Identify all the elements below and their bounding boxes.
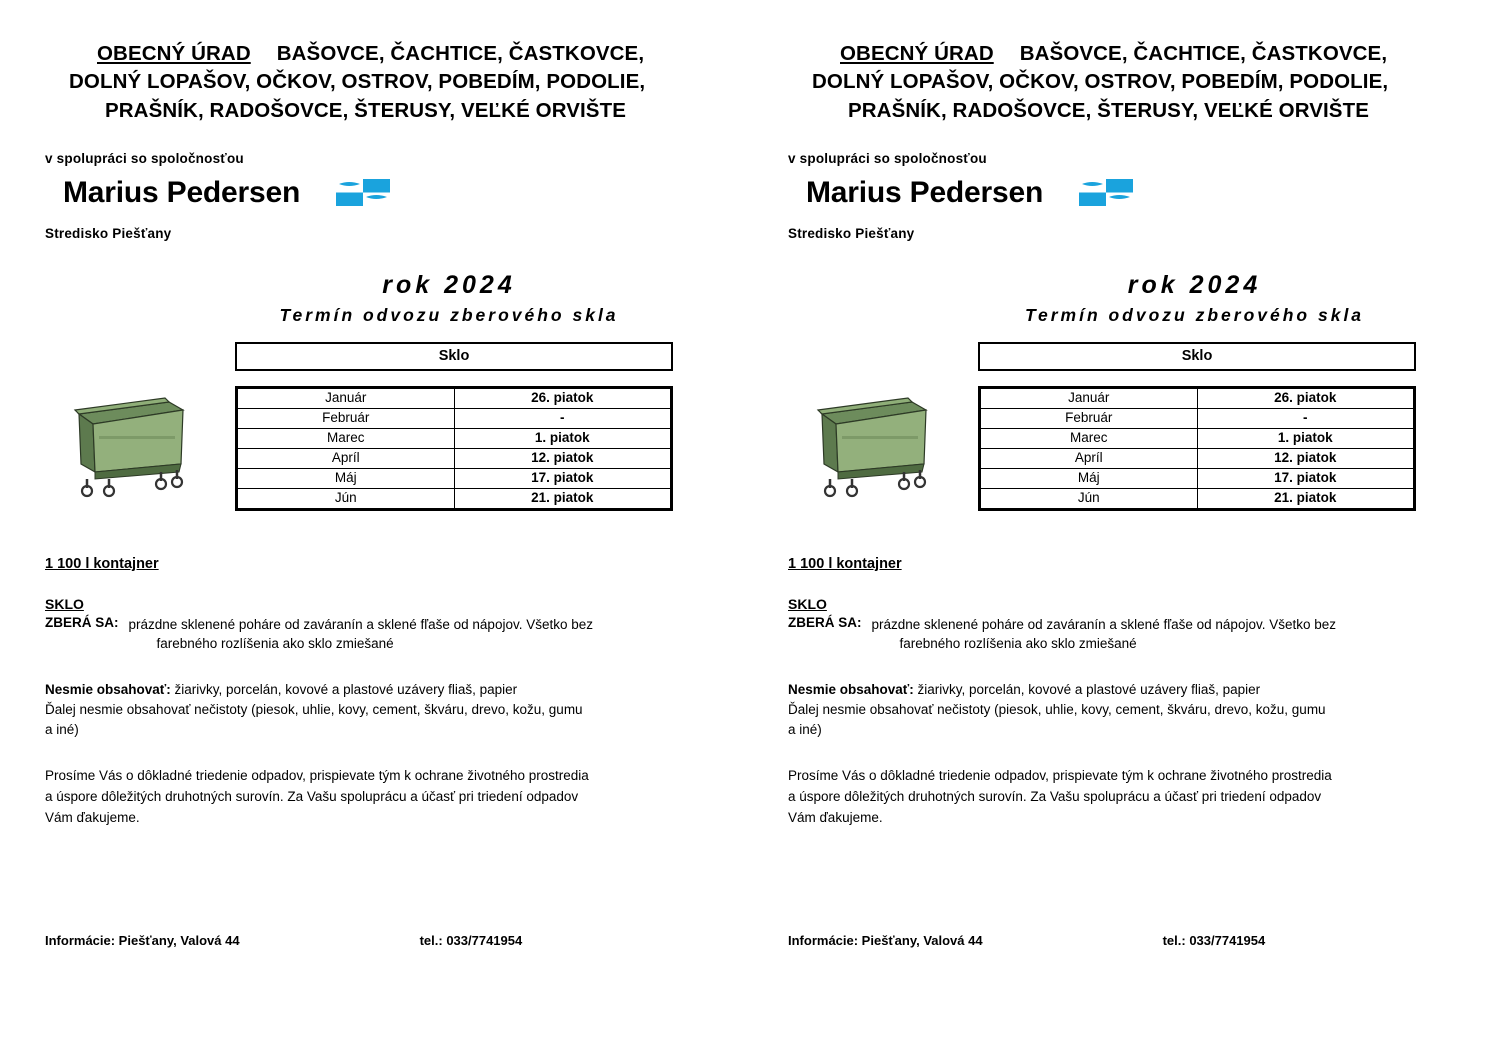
date-cell: - <box>454 408 671 428</box>
container-size-label: 1 100 l kontajner <box>45 555 159 572</box>
year-title: rok 2024 <box>1127 270 1262 299</box>
collected-line-2: farebného rozlíšenia ako sklo zmiešané <box>156 636 394 652</box>
collected-line-2: farebného rozlíšenia ako sklo zmiešané <box>899 636 1137 652</box>
year-title: rok 2024 <box>382 270 516 299</box>
table-row <box>238 408 671 428</box>
date-cell: 12. piatok <box>454 448 671 468</box>
collected-line-1: prázdne sklenené poháre od zaváranín a sklené fľaše od nápojov. Všetko bez <box>128 616 593 632</box>
note-line-1-rest: žiarivky, porcelán, kovové a plastové uzávery fliaš, papier <box>170 681 518 697</box>
branch-name: Stredisko Piešťany <box>45 225 172 241</box>
brand-row <box>788 176 1451 210</box>
date-cell: 17. piatok <box>1197 468 1414 488</box>
glass-container-image <box>65 380 190 500</box>
header-line-1 <box>788 40 1451 68</box>
header-line-3: PRAŠNÍK, RADOŠOVCE, ŠTERUSY, VEĽKÉ ORVIŠTE <box>848 98 1369 122</box>
note-line-1 <box>788 680 1451 700</box>
month-cell: Marec <box>238 428 455 448</box>
container-size-label: 1 100 l kontajner <box>788 555 902 572</box>
table-row <box>236 343 672 370</box>
subtitle: Termín odvozu zberového skla <box>279 304 619 325</box>
month-cell: Jún <box>981 488 1198 508</box>
note-bold-label: Nesmie obsahovať: <box>45 681 171 697</box>
thanks-paragraph <box>788 766 1396 829</box>
table-row <box>981 448 1414 468</box>
table-row <box>979 343 1415 370</box>
footer-phone: tel.: 033/7741954 <box>1162 933 1266 948</box>
table-row <box>238 388 671 408</box>
collected-label: ZBERÁ SA: <box>788 614 862 630</box>
table-row <box>238 428 671 448</box>
note-line-2: Ďalej nesmie obsahovať nečistoty (piesok, uhlie, kovy, cement, škváru, drevo, kožu, gumu <box>788 701 1326 717</box>
branch-name: Stredisko Piešťany <box>788 225 915 241</box>
schedule-table <box>237 388 671 509</box>
forbidden-items-note <box>45 680 703 740</box>
marius-pedersen-logo-icon <box>1079 179 1133 206</box>
note-line-3: a iné) <box>788 721 822 737</box>
header-municipalities-1: BAŠOVCE, ČACHTICE, ČASTKOVCE, <box>1019 42 1388 65</box>
section-label-sklo: SKLO <box>45 595 84 612</box>
office-label: OBECNÝ ÚRAD <box>97 42 251 65</box>
table-row <box>238 448 671 468</box>
schedule-table-header <box>235 342 673 371</box>
note-bold-label: Nesmie obsahovať: <box>788 681 914 697</box>
footer-info: Informácie: Piešťany, Valová 44 <box>788 933 983 948</box>
footer <box>45 933 665 948</box>
month-cell: Máj <box>238 468 455 488</box>
header-line-3: PRAŠNÍK, RADOŠOVCE, ŠTERUSY, VEĽKÉ ORVIŠTE <box>105 98 626 122</box>
table-row <box>238 488 671 508</box>
note-line-3: a iné) <box>45 721 79 737</box>
schedule-area <box>788 342 1451 512</box>
month-cell: Február <box>981 408 1198 428</box>
thanks-line-1: Prosíme Vás o dôkladné triedenie odpadov, prispievate tým k ochrane životného prostredia <box>45 767 589 783</box>
month-cell: Február <box>238 408 455 428</box>
title-block <box>788 271 1451 326</box>
month-cell: Marec <box>981 428 1198 448</box>
schedule-table-body-wrap <box>978 386 1416 511</box>
month-cell: Január <box>238 388 455 408</box>
note-line-2: Ďalej nesmie obsahovať nečistoty (piesok, uhlie, kovy, cement, škváru, drevo, kožu, gumu <box>45 701 583 717</box>
subtitle: Termín odvozu zberového skla <box>1024 304 1365 325</box>
month-cell: Máj <box>981 468 1198 488</box>
table-header-sklo: Sklo <box>438 347 470 364</box>
brand-row <box>45 176 703 210</box>
collected-items-row <box>45 615 703 654</box>
document-header <box>788 40 1451 125</box>
title-block <box>45 271 703 326</box>
collected-items-row <box>788 615 1451 654</box>
marius-pedersen-logo-icon <box>336 179 390 206</box>
month-cell: Apríl <box>238 448 455 468</box>
footer <box>788 933 1408 948</box>
thanks-line-2: a úspore dôležitých druhotných surovín. Za Vašu spoluprácu a účasť pri triedení odpadov <box>45 788 579 804</box>
office-label: OBECNÝ ÚRAD <box>840 42 994 65</box>
date-cell: 17. piatok <box>454 468 671 488</box>
header-line-2: DOLNÝ LOPAŠOV, OČKOV, OSTROV, POBEDÍM, PODOLIE, <box>812 70 1389 94</box>
table-header-sklo: Sklo <box>1181 347 1213 364</box>
note-line-1 <box>45 680 703 700</box>
month-cell: Jún <box>238 488 455 508</box>
schedule-table-header <box>978 342 1416 371</box>
document-header <box>45 40 703 125</box>
date-cell: - <box>1197 408 1414 428</box>
header-municipalities-1: BAŠOVCE, ČACHTICE, ČASTKOVCE, <box>276 42 645 65</box>
table-row <box>238 468 671 488</box>
date-cell: 12. piatok <box>1197 448 1414 468</box>
company-name: Marius Pedersen <box>806 175 1044 209</box>
footer-info: Informácie: Piešťany, Valová 44 <box>45 933 240 948</box>
schedule-table-wrap <box>235 342 673 511</box>
collected-text <box>872 615 1337 654</box>
table-row <box>981 428 1414 448</box>
collected-label: ZBERÁ SA: <box>45 614 119 630</box>
company-name: Marius Pedersen <box>63 175 301 209</box>
schedule-table-wrap <box>978 342 1416 511</box>
date-cell: 21. piatok <box>454 488 671 508</box>
table-row <box>981 468 1414 488</box>
header-line-1 <box>45 40 703 68</box>
forbidden-items-note <box>788 680 1451 740</box>
header-line-2: DOLNÝ LOPAŠOV, OČKOV, OSTROV, POBEDÍM, PODOLIE, <box>69 70 646 94</box>
date-cell: 26. piatok <box>1197 388 1414 408</box>
thanks-line-3: Vám ďakujeme. <box>788 809 883 825</box>
month-cell: Apríl <box>981 448 1198 468</box>
thanks-line-3: Vám ďakujeme. <box>45 809 140 825</box>
schedule-table-body-wrap <box>235 386 673 511</box>
thanks-paragraph <box>45 766 653 829</box>
leaflet-page-left <box>0 0 748 1058</box>
cooperation-text: v spolupráci so spoločnosťou <box>45 150 244 166</box>
glass-container-image <box>808 380 933 500</box>
schedule-table <box>980 388 1414 509</box>
table-row <box>981 408 1414 428</box>
month-cell: Január <box>981 388 1198 408</box>
leaflet-page-right <box>748 0 1496 1058</box>
footer-phone: tel.: 033/7741954 <box>419 933 523 948</box>
collected-text <box>129 615 594 654</box>
table-row <box>981 388 1414 408</box>
collected-line-1: prázdne sklenené poháre od zaváranín a sklené fľaše od nápojov. Všetko bez <box>871 616 1336 632</box>
cooperation-text: v spolupráci so spoločnosťou <box>788 150 987 166</box>
date-cell: 21. piatok <box>1197 488 1414 508</box>
schedule-area <box>45 342 703 512</box>
thanks-line-2: a úspore dôležitých druhotných surovín. Za Vašu spoluprácu a účasť pri triedení odpadov <box>788 788 1322 804</box>
section-label-sklo: SKLO <box>788 595 827 612</box>
date-cell: 1. piatok <box>454 428 671 448</box>
table-row <box>981 488 1414 508</box>
date-cell: 1. piatok <box>1197 428 1414 448</box>
note-line-1-rest: žiarivky, porcelán, kovové a plastové uzávery fliaš, papier <box>913 681 1261 697</box>
thanks-line-1: Prosíme Vás o dôkladné triedenie odpadov, prispievate tým k ochrane životného prostredia <box>788 767 1332 783</box>
date-cell: 26. piatok <box>454 388 671 408</box>
